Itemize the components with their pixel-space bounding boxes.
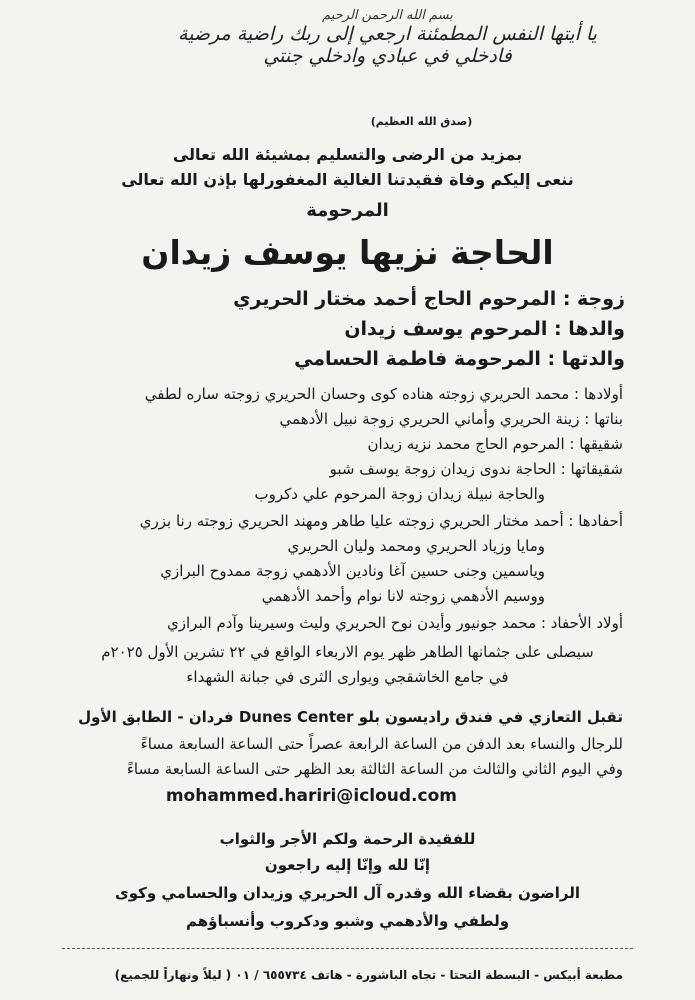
mother-line: والدتها : المرحومة فاطمة الحسامي [294, 348, 625, 370]
sadaq-note: (صدق الله العظيم) [370, 115, 473, 128]
contact-email: mohammed.hariri@icloud.com [165, 786, 457, 806]
printer-footer: مطبعة أبيكس - البسطة التحتا - تجاه الباشورة - هاتف ٦٥٥٧٣٤ / ٠١ ( ليلاً ونهاراً للجميع) [114, 968, 623, 982]
condolence-hours-2: وفي اليوم الثاني والثالث من الساعة الثالثة بعد الظهر حتى الساعة السابعة مساءً [126, 760, 623, 778]
brother-line: شقيقها : المرحوم الحاج محمد نزيه زيدان [367, 435, 623, 453]
basmala: بسم الله الرحمن الرحيم [322, 8, 453, 23]
husband-line: زوجة : المرحوم الحاج أحمد مختار الحريري [233, 288, 625, 310]
verse-line-1: يا أيتها النفس المطمئنة ارجعي إلى ربك راضية مرضية [178, 23, 597, 45]
great-grandchildren-line: أولاد الأحفاد : محمد جونيور وأيدن نوح الحريري وليث وسيرينا وآدم البرازي [167, 614, 623, 632]
closing-line-4: ولطفي والأدهمي وشبو ودكروب وأنسباؤهم [185, 912, 510, 930]
closing-line-2: إنّا لله وإنّا إليه راجعون [264, 856, 431, 874]
grandchildren-line-3: وياسمين وجنى حسين آغا ونادين الأدهمي زوجة ممدوح البرازي [160, 562, 545, 580]
quran-verse-header [150, 8, 625, 67]
footer-divider [62, 948, 633, 949]
intro-line-1: بمزيد من الرضى والتسليم بمشيئة الله تعالى [172, 145, 523, 164]
deceased-name: الحاجة نزيها يوسف زيدان [141, 233, 554, 272]
closing-line-3: الراضون بقضاء الله وقدره آل الحريري وزيدان والحسامي وكوى [115, 884, 580, 902]
verse-line-2: فادخلي في عبادي وادخلي جنتي [263, 45, 512, 67]
deceased-label: المرحومة [306, 200, 389, 221]
sons-line: أولادها : محمد الحريري زوجته هناده كوى وحسان الحريري زوجته ساره لطفي [144, 385, 623, 403]
sisters-line: شقيقاتها : الحاجة ندوى زيدان زوجة يوسف شبو [329, 460, 623, 478]
funeral-line-2: في جامع الخاشقجي ويوارى الثرى في جبانة الشهداء [186, 668, 509, 686]
grandchildren-line-4: ووسيم الأدهمي زوجته لانا نوام وأحمد الأدهمي [261, 587, 545, 605]
sisters-line-2: والحاجة نبيلة زيدان زوجة المرحوم علي دكروب [254, 485, 545, 503]
daughters-line: بناتها : زينة الحريري وأماني الحريري زوجة نبيل الأدهمي [279, 410, 623, 428]
father-line: والدها : المرحوم يوسف زيدان [344, 318, 625, 340]
closing-line-1: للفقيدة الرحمة ولكم الأجر والثواب [219, 830, 476, 848]
condolence-venue: تقبل التعازي في فندق راديسون بلو Dunes Center فردان - الطابق الأول [78, 708, 623, 726]
funeral-line-1: سيصلى على جثمانها الطاهر ظهر يوم الاربعاء الواقع في ٢٢ تشرين الأول ٢٠٢٥م [101, 643, 594, 661]
intro-line-2: ننعى إليكم وفاة فقيدتنا الغالية المغفورلها بإذن الله تعالى [121, 170, 574, 189]
grandchildren-line-2: ومايا وزياد الحريري ومحمد وليان الحريري [287, 537, 545, 555]
grandchildren-line: أحفادها : أحمد مختار الحريري زوجته عليا طاهر ومهند الحريري زوجته رنا بزري [139, 512, 623, 530]
condolence-hours-1: للرجال والنساء بعد الدفن من الساعة الرابعة عصراً حتى الساعة السابعة مساءً [140, 735, 623, 753]
